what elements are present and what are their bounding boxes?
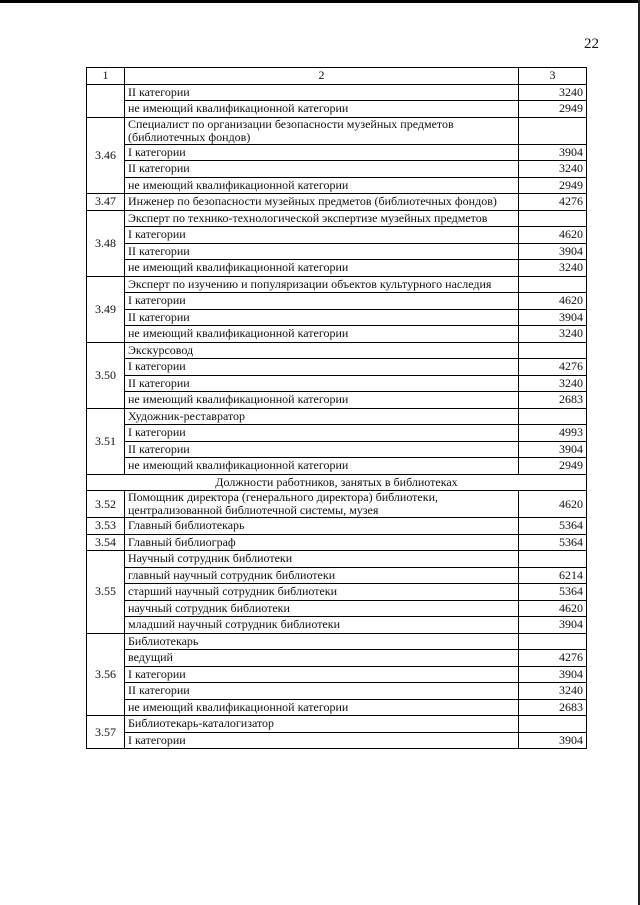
item-number: 3.54	[87, 534, 125, 551]
rate-value: 4276	[519, 650, 587, 667]
rate-value: 5364	[519, 534, 587, 551]
category-label: II категории	[125, 161, 519, 178]
rate-value: 5364	[519, 584, 587, 601]
category-label: младший научный сотрудник библиотеки	[125, 617, 519, 634]
rate-value: 4620	[519, 491, 587, 518]
category-label: научный сотрудник библиотеки	[125, 600, 519, 617]
rate-value: 4993	[519, 425, 587, 442]
empty-value-cell	[519, 551, 587, 568]
table-row	[87, 375, 587, 392]
table-row	[87, 534, 587, 551]
item-number: 3.52	[87, 491, 125, 518]
rate-value: 2949	[519, 458, 587, 475]
rate-value: 4276	[519, 359, 587, 376]
table-row	[87, 243, 587, 260]
category-label: ведущий	[125, 650, 519, 667]
table-row	[87, 425, 587, 442]
item-number: 3.47	[87, 194, 125, 211]
table-row	[87, 650, 587, 667]
header-col-2: 2	[125, 68, 519, 85]
table-row	[87, 732, 587, 749]
category-label: I категории	[125, 293, 519, 310]
empty-value-cell	[519, 716, 587, 733]
category-label: не имеющий квалификационной категории	[125, 699, 519, 716]
group-title-row	[87, 633, 587, 650]
rate-value: 3904	[519, 309, 587, 326]
category-label: II категории	[125, 243, 519, 260]
group-title-row	[87, 408, 587, 425]
category-label: I категории	[125, 425, 519, 442]
rate-value: 2949	[519, 177, 587, 194]
item-number: 3.46	[87, 117, 125, 194]
category-label: не имеющий квалификационной категории	[125, 392, 519, 409]
table-row	[87, 161, 587, 178]
table-row	[87, 84, 587, 101]
category-label: старший научный сотрудник библиотеки	[125, 584, 519, 601]
item-number	[87, 84, 125, 117]
table-row	[87, 666, 587, 683]
position-group-title: Специалист по организации безопасности музейных предметов (библиотечных фондов)	[125, 117, 519, 144]
rate-value: 2949	[519, 101, 587, 118]
category-label: не имеющий квалификационной категории	[125, 260, 519, 277]
position-group-title: Эксперт по технико-технологической экспертизе музейных предметов	[125, 210, 519, 227]
table-row	[87, 491, 587, 518]
category-label: II категории	[125, 309, 519, 326]
table-row	[87, 699, 587, 716]
rate-value: 3240	[519, 84, 587, 101]
category-label: не имеющий квалификационной категории	[125, 458, 519, 475]
table-row	[87, 227, 587, 244]
group-title-row	[87, 117, 587, 144]
table-row	[87, 293, 587, 310]
position-name: Помощник директора (генерального директора) библиотеки, централизованной библиотечной системы, музея	[125, 491, 519, 518]
table-row	[87, 309, 587, 326]
rate-value: 3240	[519, 161, 587, 178]
category-label: I категории	[125, 227, 519, 244]
group-title-row	[87, 342, 587, 359]
scan-edge-top	[0, 0, 640, 3]
table-row	[87, 359, 587, 376]
header-row	[87, 68, 587, 85]
section-heading-row	[87, 474, 587, 491]
rate-value: 3240	[519, 326, 587, 343]
category-label: II категории	[125, 683, 519, 700]
rate-value: 3904	[519, 732, 587, 749]
empty-value-cell	[519, 633, 587, 650]
table-row	[87, 584, 587, 601]
table-row	[87, 326, 587, 343]
category-label: I категории	[125, 359, 519, 376]
rate-value: 3904	[519, 617, 587, 634]
empty-value-cell	[519, 342, 587, 359]
rate-value: 4620	[519, 600, 587, 617]
table-row	[87, 567, 587, 584]
rate-value: 3240	[519, 683, 587, 700]
empty-value-cell	[519, 210, 587, 227]
salary-table-body	[87, 68, 587, 749]
position-name: Главный библиотекарь	[125, 518, 519, 535]
position-group-title: Художник-реставратор	[125, 408, 519, 425]
category-label: II категории	[125, 375, 519, 392]
group-title-row	[87, 276, 587, 293]
rate-value: 3904	[519, 243, 587, 260]
item-number: 3.55	[87, 551, 125, 634]
rate-value: 5364	[519, 518, 587, 535]
rate-value: 2683	[519, 699, 587, 716]
table-row	[87, 458, 587, 475]
item-number: 3.49	[87, 276, 125, 342]
item-number: 3.50	[87, 342, 125, 408]
category-label: не имеющий квалификационной категории	[125, 326, 519, 343]
item-number: 3.57	[87, 716, 125, 749]
salary-table	[86, 67, 587, 749]
table-row	[87, 101, 587, 118]
position-group-title: Научный сотрудник библиотеки	[125, 551, 519, 568]
rate-value: 4620	[519, 293, 587, 310]
rate-value: 4276	[519, 194, 587, 211]
header-col-1: 1	[87, 68, 125, 85]
section-heading: Должности работников, занятых в библиотеках	[87, 474, 587, 491]
position-group-title: Библиотекарь-каталогизатор	[125, 716, 519, 733]
empty-value-cell	[519, 117, 587, 144]
rate-value: 4620	[519, 227, 587, 244]
empty-value-cell	[519, 276, 587, 293]
position-group-title: Эксперт по изучению и популяризации объектов культурного наследия	[125, 276, 519, 293]
category-label: главный научный сотрудник библиотеки	[125, 567, 519, 584]
table-row	[87, 617, 587, 634]
table-row	[87, 260, 587, 277]
table-row	[87, 144, 587, 161]
table-row	[87, 441, 587, 458]
rate-value: 3904	[519, 666, 587, 683]
position-name: Инженер по безопасности музейных предметов (библиотечных фондов)	[125, 194, 519, 211]
table-row	[87, 392, 587, 409]
group-title-row	[87, 716, 587, 733]
category-label: не имеющий квалификационной категории	[125, 101, 519, 118]
rate-value: 2683	[519, 392, 587, 409]
empty-value-cell	[519, 408, 587, 425]
position-group-title: Библиотекарь	[125, 633, 519, 650]
page-number: 22	[584, 36, 599, 52]
rate-value: 3240	[519, 260, 587, 277]
item-number: 3.48	[87, 210, 125, 276]
table-row	[87, 194, 587, 211]
table-row	[87, 683, 587, 700]
position-group-title: Экскурсовод	[125, 342, 519, 359]
rate-value: 3904	[519, 144, 587, 161]
position-name: Главный библиограф	[125, 534, 519, 551]
category-label: II категории	[125, 441, 519, 458]
category-label: I категории	[125, 666, 519, 683]
rate-value: 6214	[519, 567, 587, 584]
group-title-row	[87, 210, 587, 227]
category-label: I категории	[125, 732, 519, 749]
group-title-row	[87, 551, 587, 568]
header-col-3: 3	[519, 68, 587, 85]
rate-value: 3904	[519, 441, 587, 458]
category-label: I категории	[125, 144, 519, 161]
table-row	[87, 518, 587, 535]
table-row	[87, 600, 587, 617]
item-number: 3.53	[87, 518, 125, 535]
rate-value: 3240	[519, 375, 587, 392]
table-row	[87, 177, 587, 194]
item-number: 3.56	[87, 633, 125, 716]
category-label: II категории	[125, 84, 519, 101]
category-label: не имеющий квалификационной категории	[125, 177, 519, 194]
item-number: 3.51	[87, 408, 125, 474]
